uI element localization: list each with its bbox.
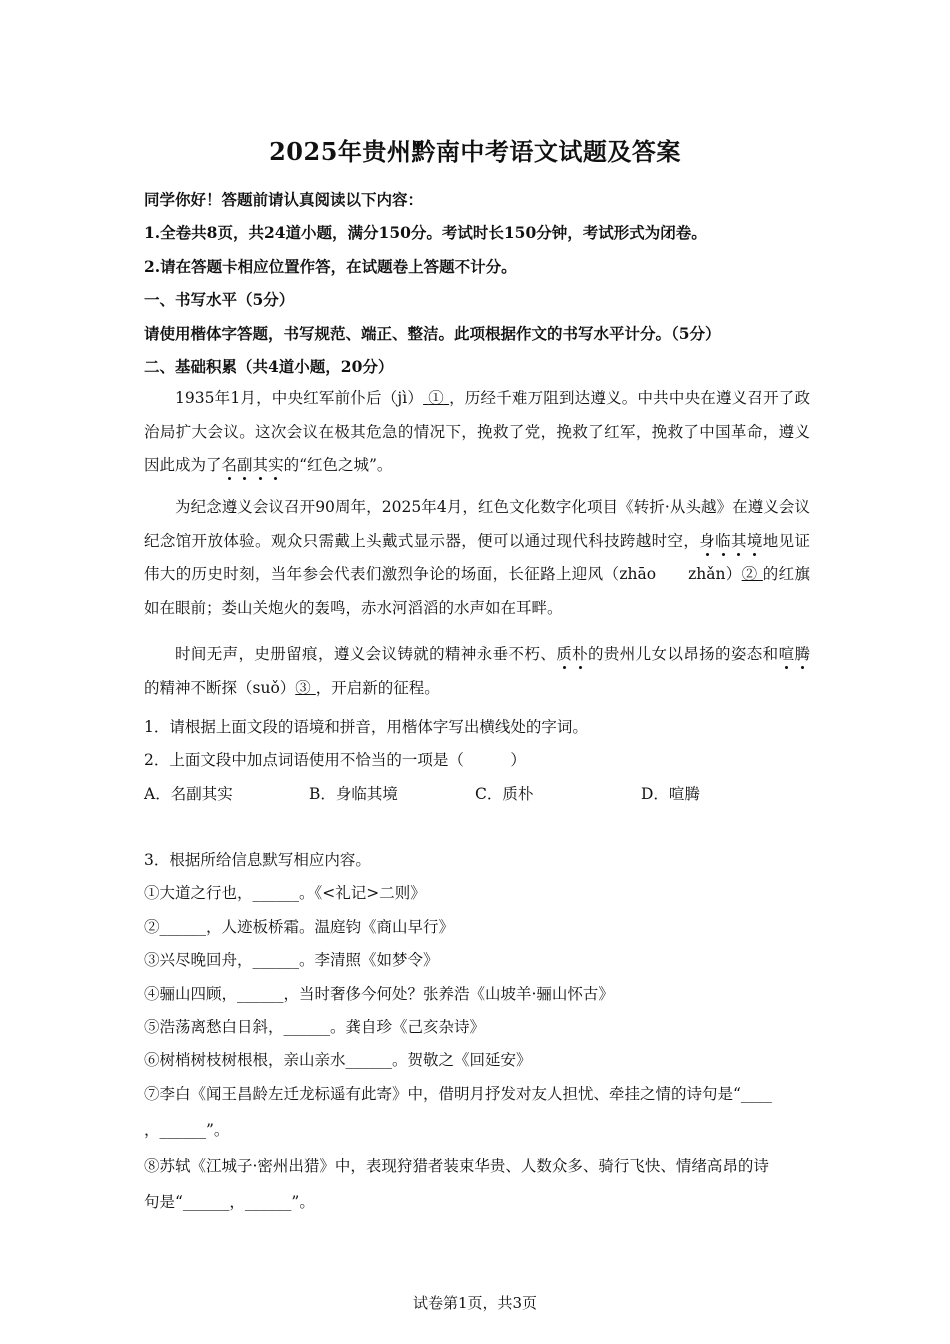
section-1-text: 请使用楷体字答题，书写规范、端正、整洁。此项根据作文的书写水平计分。（5分）: [144, 324, 721, 343]
question-3-item: ⑦李白《闻王昌龄左迁龙标遥有此寄》中，借明月抒发对友人担忧、牵挂之情的诗句是“____: [144, 1085, 772, 1103]
dotted-word-1: 名副其实: [221, 456, 284, 474]
dotted-word-4: 喧腾: [778, 645, 810, 663]
notice-item-1: 1.全卷共8页，共24道小题，满分150分。考试时长150分钟，考试形式为闭卷。: [144, 223, 707, 242]
question-1: 1．请根据上面文段的语境和拼音，用楷体字写出横线处的字词。: [144, 718, 588, 736]
passage-paragraph-2: 为纪念遵义会议召开90周年，2025年4月，红色文化数字化项目《转折·从头越》在遵义会议纪念馆开放体验。观众只需戴上头戴式显示器，便可以通过现代科技跨越时空，身临其境地见证伟大的历史时刻，当年参会代表们激烈争论的场面，长征路上迎风（zhāo zhǎn）② 的红旗如在眼前；娄山关炮火的轰鸣，赤水河滔滔的水声如在耳畔。: [144, 498, 810, 617]
option-c: C．质朴: [475, 785, 534, 803]
notice-greeting: 同学你好！答题前请认真阅读以下内容：: [144, 190, 424, 209]
blank-2: ②: [741, 565, 758, 583]
blank-1: ①: [428, 389, 444, 407]
page-title: 2025年贵州黔南中考语文试题及答案: [269, 137, 681, 166]
section-1-heading: 一、书写水平（5分）: [144, 290, 295, 309]
question-3-item: ③兴尽晚回舟，______。李清照《如梦令》: [144, 951, 439, 969]
question-3-stem: 3．根据所给信息默写相应内容。: [144, 851, 371, 869]
passage-paragraph-1: 1935年1月，中央红军前仆后（jì） ① ，历经千难万阻到达遵义。中共中央在遵义召开了政治局扩大会议。这次会议在极其危急的情况下，挽救了党，挽救了红军，挽救了中国革命，遵义因此成为了名副其实的“红色之城”。: [144, 389, 810, 474]
question-3-item: 句是“______，______”。: [144, 1193, 315, 1211]
dotted-word-3: 质朴: [556, 645, 588, 663]
dotted-word-2: 身临其境: [699, 531, 763, 550]
section-2-heading: 二、基础积累（共4道小题，20分）: [144, 357, 394, 376]
option-a: A．名副其实: [144, 785, 233, 803]
blank-3: ③: [295, 678, 311, 697]
option-d: D．喧腾: [641, 785, 700, 803]
page-footer: 试卷第1页，共3页: [412, 1294, 538, 1312]
question-3-item: ⑤浩荡离愁白日斜，______。龚自珍《己亥杂诗》: [144, 1018, 486, 1036]
question-3-item: ④骊山四顾，______，当时奢侈今何处？张养浩《山坡羊·骊山怀古》: [144, 985, 614, 1003]
question-2-stem: 2．上面文段中加点词语使用不恰当的一项是（ ）: [144, 751, 526, 769]
passage-paragraph-3: 时间无声，史册留痕，遵义会议铸就的精神永垂不朽、质朴的贵州儿女以昂扬的姿态和喧腾的精神不断探（suǒ）③ ，开启新的征程。: [144, 645, 810, 697]
question-3-item: ⑧苏轼《江城子·密州出猎》中，表现狩猎者装束华贵、人数众多、骑行飞快、情绪高昂的诗: [144, 1157, 769, 1175]
option-b: B．身临其境: [309, 785, 398, 803]
notice-item-2: 2.请在答题卡相应位置作答，在试题卷上答题不计分。: [144, 257, 517, 276]
question-3-item: ，______”。: [144, 1121, 230, 1139]
question-3-item: ②______，人迹板桥霜。温庭钧《商山早行》: [144, 918, 455, 936]
question-3-item: ⑥树梢树枝树根根，亲山亲水______。贺敬之《回延安》: [144, 1051, 532, 1069]
question-3-item: ①大道之行也，______。《<礼记>二则》: [144, 884, 426, 902]
